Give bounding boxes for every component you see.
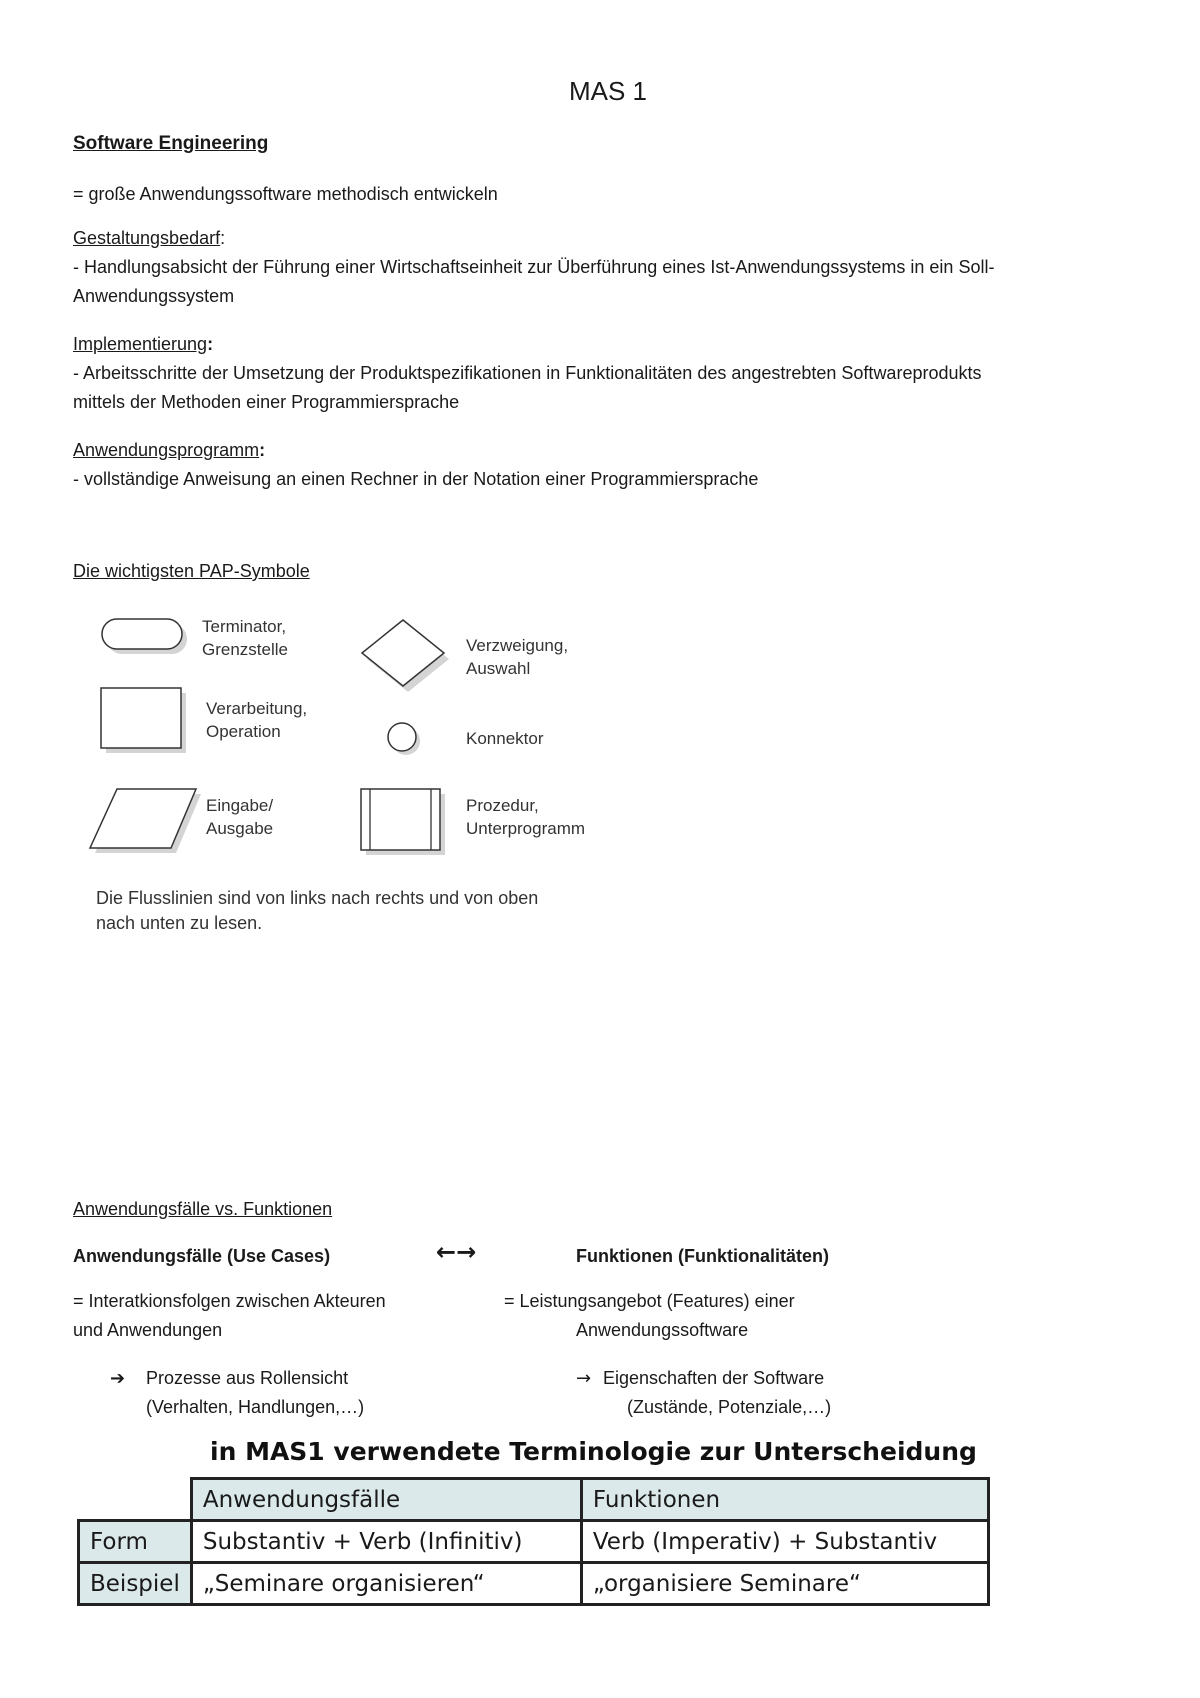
comparison-heading: Anwendungsfälle vs. Funktionen <box>73 1199 333 1219</box>
connector-label <box>466 727 544 750</box>
term-colon: : <box>207 334 214 354</box>
table-row <box>79 1563 989 1605</box>
functions-point <box>603 1364 831 1422</box>
table-cell: „organisiere Seminare“ <box>581 1563 988 1605</box>
use-cases-title: Anwendungsfälle (Use Cases) <box>73 1246 331 1266</box>
term-label: Implementierung <box>73 334 208 354</box>
label-line: Verarbeitung, <box>206 699 308 718</box>
table-corner-cell <box>79 1479 192 1521</box>
point-line: Prozesse aus Rollensicht <box>146 1368 349 1388</box>
process-symbol <box>101 688 186 753</box>
term-colon: : <box>220 228 226 248</box>
label-line: Prozedur, <box>466 796 539 815</box>
table-header-cell: Anwendungsfälle <box>191 1479 581 1521</box>
functions-definition <box>504 1287 795 1345</box>
def-line: und Anwendungen <box>73 1320 223 1340</box>
term-line: - vollständige Anweisung an einen Rechner in der Notation einer Programmiersprache <box>73 469 759 489</box>
page-title: MAS 1 <box>568 76 648 106</box>
right-arrow-icon: → <box>576 1368 592 1389</box>
label-line: Unterprogramm <box>466 819 586 838</box>
term-line: - Arbeitsschritte der Umsetzung der Produktspezifikationen in Funktionalitäten des angestrebten Softwareprodukts <box>73 363 982 383</box>
table-header-cell: Funktionen <box>581 1479 988 1521</box>
procedure-label <box>466 794 585 840</box>
table-cell: „Seminare organisieren“ <box>191 1563 581 1605</box>
table-cell: Substantiv + Verb (Infinitiv) <box>191 1521 581 1563</box>
point-line: (Verhalten, Handlungen,…) <box>146 1397 365 1417</box>
decision-symbol <box>362 620 449 692</box>
functions-title: Funktionen (Funktionalitäten) <box>576 1246 829 1266</box>
connector-symbol <box>388 723 420 755</box>
label-line: Eingabe/ <box>206 796 274 815</box>
def-line: = Leistungsangebot (Features) einer <box>504 1291 795 1311</box>
terminology-table-title: in MAS1 verwendete Terminologie zur Unterscheidung <box>210 1437 977 1466</box>
use-cases-definition <box>73 1287 386 1345</box>
decision-label <box>466 634 568 680</box>
note-line: Die Flusslinien sind von links nach rechts und von oben <box>96 888 539 908</box>
term-label: Gestaltungsbedarf <box>73 228 221 248</box>
terminology-table <box>77 1477 990 1606</box>
procedure-symbol <box>361 789 445 855</box>
note-line: nach unten zu lesen. <box>96 913 263 933</box>
table-row <box>79 1521 989 1563</box>
term-colon: : <box>259 440 266 460</box>
label-line: Auswahl <box>466 659 531 678</box>
label-line: Verzweigung, <box>466 636 569 655</box>
process-label <box>206 697 307 743</box>
terminator-label <box>202 615 288 661</box>
use-cases-point <box>146 1364 364 1422</box>
point-line: Eigenschaften der Software <box>603 1368 825 1388</box>
io-symbol <box>90 789 201 853</box>
def-line: Anwendungssoftware <box>576 1320 749 1340</box>
table-row-label: Beispiel <box>79 1563 192 1605</box>
point-line: (Zustände, Potenziale,…) <box>627 1397 832 1417</box>
flowline-note <box>96 886 538 936</box>
term-line: mittels der Methoden einer Programmiersprache <box>73 392 460 412</box>
table-header-row <box>79 1479 989 1521</box>
io-label <box>206 794 273 840</box>
section-heading-software-engineering: Software Engineering <box>73 133 269 154</box>
label-line: Ausgabe <box>206 819 274 838</box>
table-cell: Verb (Imperativ) + Substantiv <box>581 1521 988 1563</box>
pap-heading: Die wichtigsten PAP-Symbole <box>73 561 310 581</box>
label-line: Terminator, <box>202 617 287 636</box>
term-line: Anwendungssystem <box>73 286 235 306</box>
definition-text: = große Anwendungssoftware methodisch entwickeln <box>73 184 498 204</box>
label-line: Grenzstelle <box>202 640 288 659</box>
label-line: Operation <box>206 722 281 741</box>
table-row-label: Form <box>79 1521 192 1563</box>
def-line: = Interatkionsfolgen zwischen Akteuren <box>73 1291 386 1311</box>
label-line: Konnektor <box>466 729 544 748</box>
term-line: - Handlungsabsicht der Führung einer Wirtschaftseinheit zur Überführung eines Ist-Anwendungssystems in ein Soll- <box>73 257 995 277</box>
bidirectional-arrow-icon: ←→ <box>436 1238 477 1266</box>
term-label: Anwendungsprogramm <box>73 440 260 460</box>
right-arrow-icon: ➔ <box>110 1368 126 1389</box>
terminator-symbol <box>102 619 187 654</box>
